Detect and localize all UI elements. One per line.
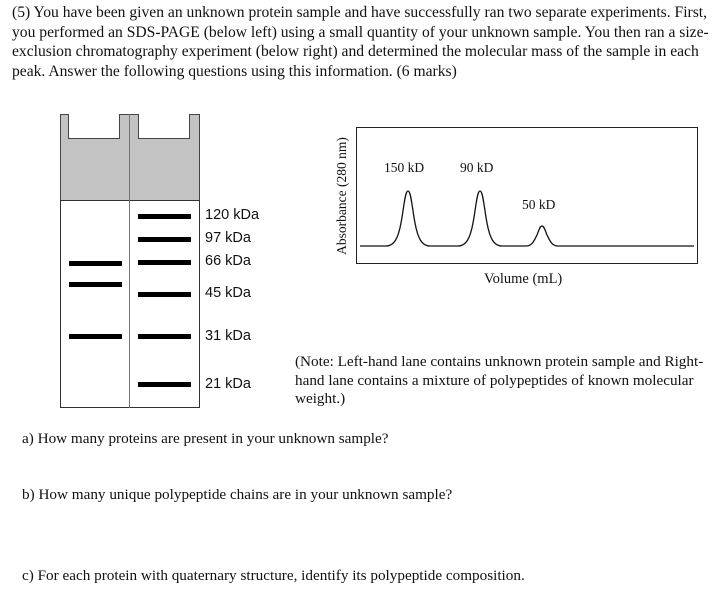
marker-band-31 — [138, 334, 191, 339]
peak-label-150: 150 kD — [384, 160, 425, 175]
marker-label-120: 120 kDa — [205, 207, 260, 223]
marker-band-45 — [138, 292, 191, 297]
gel-well-left — [68, 114, 120, 139]
marker-band-120 — [138, 214, 191, 219]
marker-label-45: 45 kDa — [205, 285, 251, 301]
question-c: c) For each protein with quaternary structure, identify its polypeptide composition. — [22, 567, 525, 584]
question-a: a) How many proteins are present in your unknown sample? — [22, 430, 389, 447]
chromatogram-frame — [357, 128, 698, 264]
peak-label-50: 50 kD — [522, 197, 556, 212]
sds-page-gel — [60, 114, 200, 408]
marker-label-21: 21 kDa — [205, 376, 251, 392]
chromatogram — [356, 127, 698, 264]
marker-band-66 — [138, 260, 191, 265]
chromatogram-x-axis-label: Volume (mL) — [484, 271, 563, 287]
question-b: b) How many unique polypeptide chains are in your unknown sample? — [22, 486, 453, 503]
marker-label-31: 31 kDa — [205, 328, 251, 344]
gel-note: (Note: Left-hand lane contains unknown protein sample and Right-hand lane contains a mixture of polypeptides of known molecular weight.) — [295, 353, 704, 407]
marker-band-97 — [138, 237, 191, 242]
chromatogram-y-axis-label: Absorbance (280 nm) — [334, 137, 349, 255]
problem-intro: (5) You have been given an unknown protein sample and have successfully ran two separate experiments. First, you performed an SDS-PAGE (below left) using a small quantity of your unknown sample. You then ran a size-exclusion chromatography experiment (below right) and determined the molecular mass of the sample in each peak. Answer the following questions using this information. (6 marks) — [12, 4, 709, 80]
gel-resolving-region — [60, 200, 200, 408]
chromatogram-plot — [356, 127, 698, 264]
peak-label-90: 90 kD — [460, 160, 494, 175]
marker-label-66: 66 kDa — [205, 253, 251, 269]
marker-band-21 — [138, 382, 191, 387]
sample-band — [69, 282, 122, 287]
sample-band — [69, 261, 122, 266]
gel-well-right — [138, 114, 190, 139]
sample-band — [69, 334, 122, 339]
marker-label-97: 97 kDa — [205, 230, 251, 246]
lane-divider — [129, 114, 130, 408]
